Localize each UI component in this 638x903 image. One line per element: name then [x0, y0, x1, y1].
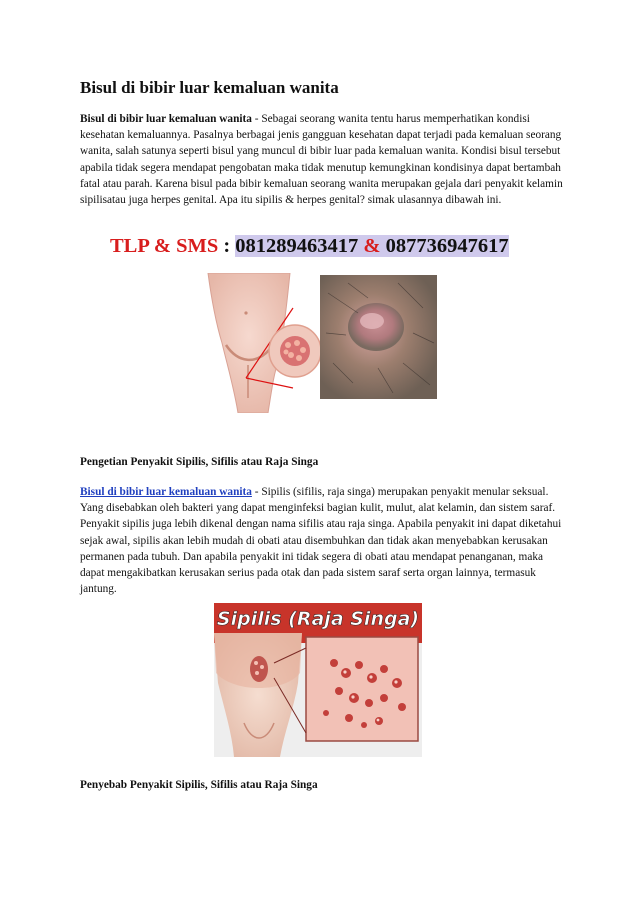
section-heading-causes: Penyebab Penyakit Sipilis, Sifilis atau Raja Singa: [80, 779, 318, 791]
contact-separator: :: [218, 235, 236, 257]
illustration-boil-figure: [198, 273, 438, 413]
figure-caption: Sipilis (Raja Singa): [216, 608, 420, 630]
document-title: Bisul di bibir luar kemaluan wanita: [80, 78, 339, 97]
definition-paragraph: [80, 484, 570, 597]
illustration-syphilis-figure: [214, 603, 422, 757]
intro-paragraph: [80, 111, 570, 208]
intro-lead: Bisul di bibir luar kemaluan wanita: [80, 113, 252, 125]
contact-banner: [110, 231, 509, 261]
article-link[interactable]: Bisul di bibir luar kemaluan wanita: [80, 486, 252, 498]
contact-ampersand: &: [358, 235, 386, 257]
phone-number-2: 087736947617: [385, 235, 509, 257]
contact-label: TLP & SMS: [110, 235, 219, 257]
intro-text: - Sebagai seorang wanita tentu harus memperhatikan kondisi kesehatan kemaluannya. Pasalnya berbagai jenis gangguan kesehatan dapat terjadi pada kemaluan seorang wanita, salah satunya seperti bisul yang muncul di bibir luar pada kemaluan wanita. Kondisi bisul tersebut apabila tidak segera mendapat pengobatan maka tidak menutup kemungkinan kondisinya dapat bertambah fatal atau parah. Karena bisul pada bibir kemaluan seorang wanita merupakan gejala dari penyakit kelamin sipilisatau juga herpes genital. Apa itu sipilis & herpes genital? simak ulasannya dibawah ini.: [80, 113, 563, 207]
definition-text: - Sipilis (sifilis, raja singa) merupakan penyakit menular seksual. Yang disebabkan oleh bakteri yang dapat menginfeksi bagian kulit, mulut, alat kelamin, dan sistem saraf. Penyakit sipilis juga lebih dikenal dengan nama sifilis atau raja singa. Apabila penyakit ini dapat diketahui sejak awal, sipilis akan lebih mudah di obati atau disembuhkan dan tidak akan menyebabkan kerusakan permanen pada tubuh. Dan apabila penyakit ini tidak segera di obati atau mendapat penanganan, maka dapat mengakibatkan kerusakan serius pada otak dan pada sistem saraf serta organ lainnya, termasuk jantung.: [80, 486, 562, 596]
section-heading-definition: Pengetian Penyakit Sipilis, Sifilis atau Raja Singa: [80, 456, 319, 468]
phone-number-1: 081289463417: [235, 235, 359, 257]
